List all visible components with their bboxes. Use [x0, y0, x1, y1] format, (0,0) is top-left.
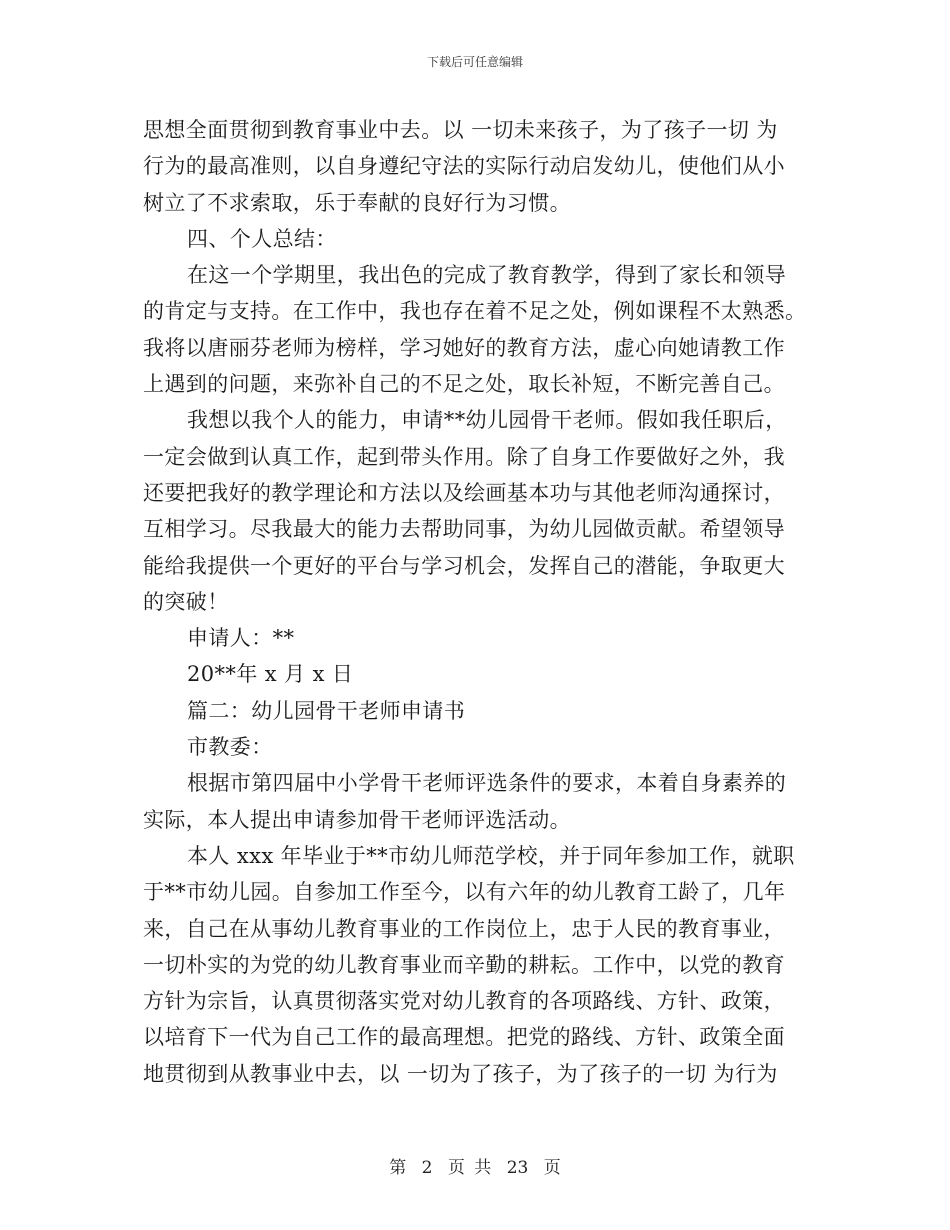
date-line: 20**年 x 月 x 日 [187, 662, 354, 687]
page-label-suffix: 页 [543, 1158, 561, 1178]
text-line: 一定会做到认真工作，起到带头作用。除了自身工作要做好之外，我 [143, 444, 785, 469]
text-line: 互相学习。尽我最大的能力去帮助同事，为幼儿园做贡献。希望领导 [143, 517, 785, 542]
page-footer [0, 1153, 950, 1178]
text-line: 地贯彻到从教事业中去，以 一切为了孩子，为了孩子的一切 为行为 [143, 1061, 778, 1086]
text-line: 根据市第四届中小学骨干老师评选条件的要求，本着自身素养的 [187, 771, 787, 796]
applicant-line: 申请人：** [187, 626, 295, 651]
text-line: 能给我提供一个更好的平台与学习机会，发挥自己的潜能，争取更大 [143, 553, 785, 578]
text-line: 来，自己在从事幼儿教育事业的工作岗位上，忠于人民的教育事业， [143, 916, 785, 941]
text-line: 的突破！ [143, 589, 229, 614]
text-line: 以培育下一代为自己工作的最高理想。把党的路线、方针、政策全面 [143, 1025, 785, 1050]
text-line: 树立了不求索取，乐于奉献的良好行为习惯。 [143, 190, 571, 215]
document-body [143, 112, 808, 1092]
text-line: 一切朴实的为党的幼儿教育事业而辛勤的耕耘。工作中，以党的教育 [143, 952, 785, 977]
text-line: 我想以我个人的能力，申请**幼儿园骨干老师。假如我任职后， [187, 408, 787, 433]
section-heading: 四、个人总结： [187, 226, 337, 251]
text-line: 我将以唐丽芬老师为榜样，学习她好的教育方法，虚心向她请教工作 [143, 335, 785, 360]
text-line: 还要把我好的教学理论和方法以及绘画基本功与其他老师沟通探讨， [143, 480, 785, 505]
text-line: 行为的最高准则，以自身遵纪守法的实际行动启发幼儿，使他们从小 [143, 154, 785, 179]
text-line: 方针为宗旨，认真贯彻落实党对幼儿教育的各项路线、方针、政策， [143, 989, 785, 1014]
text-line: 思想全面贯彻到教育事业中去。以 一切未来孩子，为了孩子一切 为 [143, 118, 778, 142]
chapter-title: 篇二：幼儿园骨干老师申请书 [187, 698, 466, 723]
text-line: 的肯定与支持。在工作中，我也存在着不足之处，例如课程不太熟悉。 [143, 299, 807, 324]
text-line: 上遇到的问题，来弥补自己的不足之处，取长补短，不断完善自己。 [143, 372, 785, 397]
page-label-prefix: 第 [389, 1158, 407, 1178]
text-line: 在这一个学期里，我出色的完成了教育教学，得到了家长和领导 [187, 263, 787, 288]
salutation-line: 市教委： [187, 735, 273, 760]
page-header-note: 下载后可任意编辑 [426, 55, 523, 69]
text-line: 实际，本人提出申请参加骨干老师评选活动。 [143, 807, 571, 832]
text-line: 于**市幼儿园。自参加工作至今，以有六年的幼儿教育工龄了，几年 [143, 880, 786, 905]
page-label-middle: 页 共 [447, 1158, 492, 1178]
text-line: 本人 xxx 年毕业于**市幼儿师范学校，并于同年参加工作，就职 [187, 843, 795, 868]
total-pages: 23 [506, 1158, 529, 1178]
page-number: 2 [421, 1158, 433, 1178]
